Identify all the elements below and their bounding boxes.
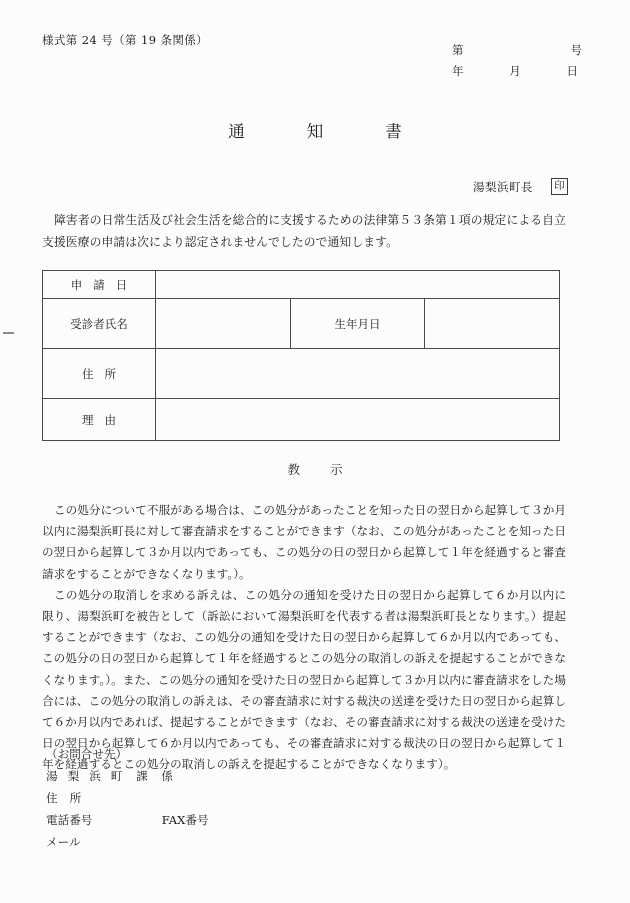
month-label: 月 — [509, 64, 521, 78]
contact-heading: （お問合せ先） — [46, 747, 128, 761]
issuer-row — [300, 178, 568, 195]
value-application-date[interactable] — [156, 271, 560, 299]
intro-paragraph: 障害者の日常生活及び社会生活を総合的に支援するための法律第５３条第１項の規定による自立支援医療の申請は次により認定されませんでしたので通知します。 — [42, 213, 566, 249]
seal-box-icon: 印 — [551, 178, 568, 195]
day-label: 日 — [566, 64, 578, 78]
document-number-suffix: 号 — [570, 43, 582, 57]
label-application-date: 申請日 — [43, 271, 156, 299]
contact-town: 湯梨浜町 — [46, 769, 133, 783]
table-row — [43, 349, 560, 399]
page-title: 通知書 — [228, 122, 464, 141]
label-address: 住所 — [43, 349, 156, 399]
contact-section: 係 — [161, 769, 173, 783]
value-birth-date[interactable] — [425, 299, 560, 349]
contact-address-line — [42, 787, 442, 809]
contact-phone-line — [42, 809, 442, 831]
value-patient-name[interactable] — [156, 299, 291, 349]
contact-office-line — [42, 765, 442, 787]
document-number-prefix: 第 — [452, 43, 464, 57]
table-row — [43, 299, 560, 349]
label-reason: 理由 — [43, 399, 156, 441]
table-row — [43, 271, 560, 299]
contact-phone-label: 電話番号 — [46, 813, 93, 827]
contact-division: 課 — [136, 769, 158, 783]
contact-fax-label: FAX番号 — [161, 813, 209, 827]
document-date-line — [452, 61, 582, 82]
form-number: 様式第 24 号（第 19 条関係） — [42, 33, 209, 47]
notice-paragraph-2: この処分の取消しを求める訴えは、この処分の通知を受けた日の翌日から起算して６か月以内に限り、湯梨浜町を被告として（訴訟において湯梨浜町を代表する者は湯梨浜町長となります。）提起することができます（なお、この処分の通知を受けた日の翌日から起算して６か月以内であっても、この処分の日の翌日から起算して１年を経過するとこの処分の取消しの訴えを提起することができなくなります。）。また、この処分の通知を受けた日の翌日から起算して３か月以内に審査請求をした場合には、この処分の取消しの訴えは、その審査請求に対する裁決の送達を受けた日の翌日から起算して６か月以内であれば、提起することができます（なお、その審査請求に対する裁決の送達を受けた日の翌日から起算して６か月以内であっても、その審査請求に対する裁決の日の翌日から起算して１年を経過するとこの処分の取消しの訴えを提起することができなくなります）。 — [42, 587, 566, 772]
margin-fold-mark — [3, 332, 14, 334]
value-address[interactable] — [156, 349, 560, 399]
notice-paragraph-1: この処分について不服がある場合は、この処分があったことを知った日の翌日から起算して３か月以内に湯梨浜町長に対して審査請求をすることができます（なお、この処分があったことを知った日の翌日から起算して３か月以内であっても、この処分の日の翌日から起算して１年を経過すると審査請求をすることができなくなります。）。 — [42, 503, 566, 581]
applicant-info-table — [42, 270, 560, 441]
contact-mail-line — [42, 831, 442, 853]
notice-section-body — [42, 500, 566, 776]
contact-address-label: 住所 — [46, 791, 94, 805]
contact-mail-label: メール — [46, 835, 81, 849]
document-number-block — [452, 40, 582, 82]
label-birth-date: 生年月日 — [290, 299, 425, 349]
contact-block — [42, 743, 442, 853]
document-number-line — [452, 40, 582, 61]
value-reason[interactable] — [156, 399, 560, 441]
year-label: 年 — [452, 64, 464, 78]
notice-section-heading: 教示 — [287, 462, 373, 477]
table-row — [43, 399, 560, 441]
issuer-name: 湯梨浜町長 — [473, 179, 533, 194]
label-patient-name: 受診者氏名 — [43, 299, 156, 349]
